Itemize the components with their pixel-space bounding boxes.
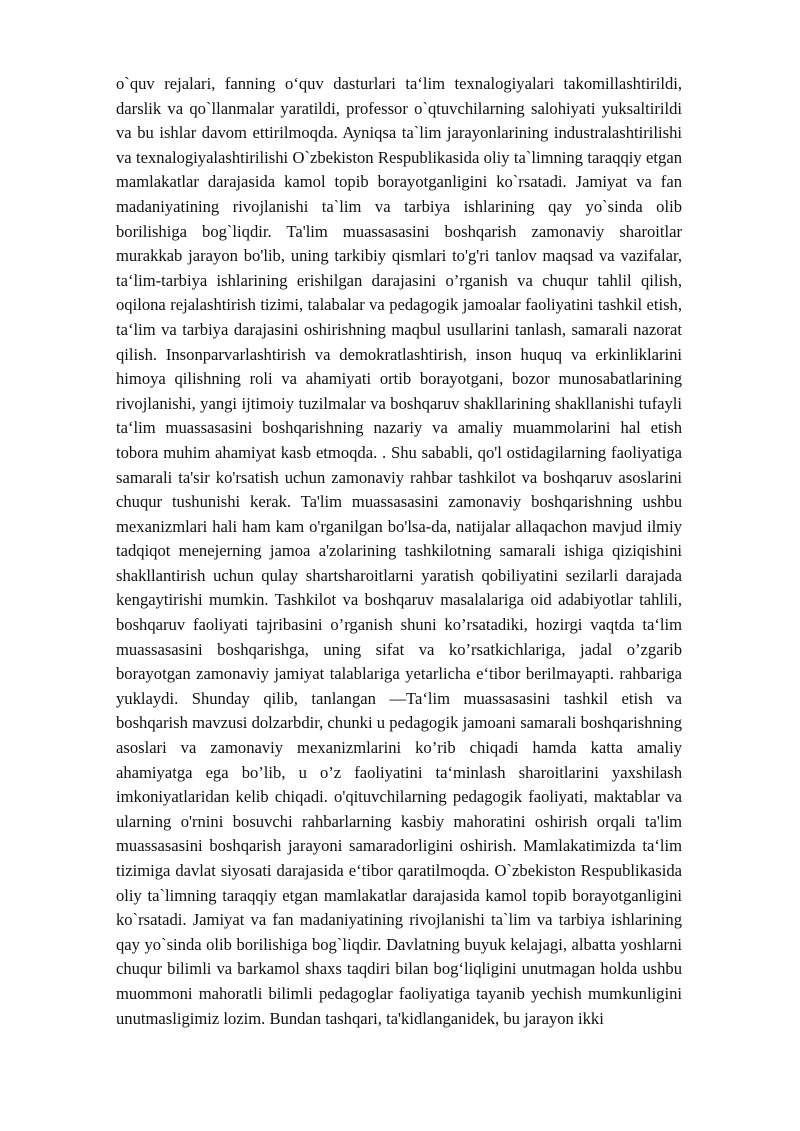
body-paragraph: o`quv rejalari, fanning o‘quv dasturlari ta‘lim texnalogiyalari takomillashtirildi, darslik va qo`llanmalar yaratildi, professor o`qtuvchilarning salohiyati yuksaltirildi va bu ishlar davom ettirilmoqda. Ayniqsa ta`lim jarayonlarining industralashtirilishi va texnalogiyalashtirilishi O`zbekiston Respublikasida oliy ta`limning taraqqiy etgan mamlakatlar darajasida kamol topib borayotganligini ko`rsatadi. Jamiyat va fan madaniyatining rivojlanishi ta`lim va tarbiya ishlarining qay yo`sinda olib borilishiga bog`liqdir. Ta'lim muassasasini boshqarish zamonaviy sharoitlar murakkab jarayon bo'lib, uning tarkibiy qismlari to'g'ri tanlov maqsad va vazifalar, ta‘lim-tarbiya ishlarining erishilgan darajasini o’rganish va chuqur tahlil qilish, oqilona rejalashtirish tizimi, talabalar va pedagogik jamoalar faoliyatini tashkil etish, ta‘lim va tarbiya darajasini oshirishning maqbul usullarini tanlash, samarali nazorat qilish. Insonparvarlashtirish va demokratlashtirish, inson huquq va erkinliklarini himoya qilishning roli va ahamiyati ortib borayotgani, bozor munosabatlarining rivojlanishi, yangi ijtimoiy tuzilmalar va boshqaruv shakllarining shakllanishi tufayli ta‘lim muassasasini boshqarishning nazariy va amaliy muammolarini hal etish tobora muhim ahamiyat kasb etmoqda. . Shu sababli, qo'l ostidagilarning faoliyatiga samarali ta'sir ko'rsatish uchun zamonaviy rahbar tashkilot va boshqaruv asoslarini chuqur tushunishi kerak. Ta'lim muassasasini zamonaviy boshqarishning ushbu mexanizmlari hali ham kam o'rganilgan bo'lsa-da, natijalar allaqachon mavjud ilmiy tadqiqot menejerning jamoa a'zolarining tashkilotning samarali ishiga qiziqishini shakllantirish uchun qulay shartsharoitlarni yaratish qobiliyatini sezilarli darajada kengaytirishi mumkin. Tashkilot va boshqaruv masalalariga oid adabiyotlar tahlili, boshqaruv faoliyati tajribasini o’rganish shuni ko’rsatadiki, hozirgi vaqtda ta‘lim muassasasini boshqarishga, uning sifat va ko’rsatkichlariga, jadal o’zgarib borayotgan zamonaviy jamiyat talablariga yetarlicha e‘tibor berilmayapti. rahbariga yuklaydi. Shunday qilib, tanlangan ―Ta‘lim muassasasini tashkil etish va boshqarish mavzusi dolzarbdir, chunki u pedagogik jamoani samarali boshqarishning asoslari va zamonaviy mexanizmlarini ko’rib chiqadi hamda katta amaliy ahamiyatga ega bo’lib, u o’z faoliyatini ta‘minlash sharoitlarini yaxshilash imkoniyatlaridan kelib chiqadi. o'qituvchilarning pedagogik faoliyati, maktablar va ularning o'rnini bosuvchi rahbarlarning kasbiy mahoratini oshirish orqali ta'lim muassasasini boshqarish jarayoni samaradorligini oshirish. Mamlakatimizda ta‘lim tizimiga davlat siyosati darajasida e‘tibor qaratilmoqda. O`zbekiston Respublikasida oliy ta`limning taraqqiy etgan mamlakatlar darajasida kamol topib borayotganligini ko`rsatadi. Jamiyat va fan madaniyatining rivojlanishi ta`lim va tarbiya ishlarining qay yo`sinda olib borilishiga bog`liqdir. Davlatning buyuk kelajagi, albatta yoshlarni chuqur bilimli va barkamol shaxs taqdiri bilan bog‘liqligini unutmagan holda ushbu muommoni mahoratli bilimli pedagoglar faoliyatiga tayanib yechish mumkunligini unutmasligimiz lozim. Bundan tashqari, ta'kidlanganidek, bu jarayon ikki <box>116 74 682 1028</box>
